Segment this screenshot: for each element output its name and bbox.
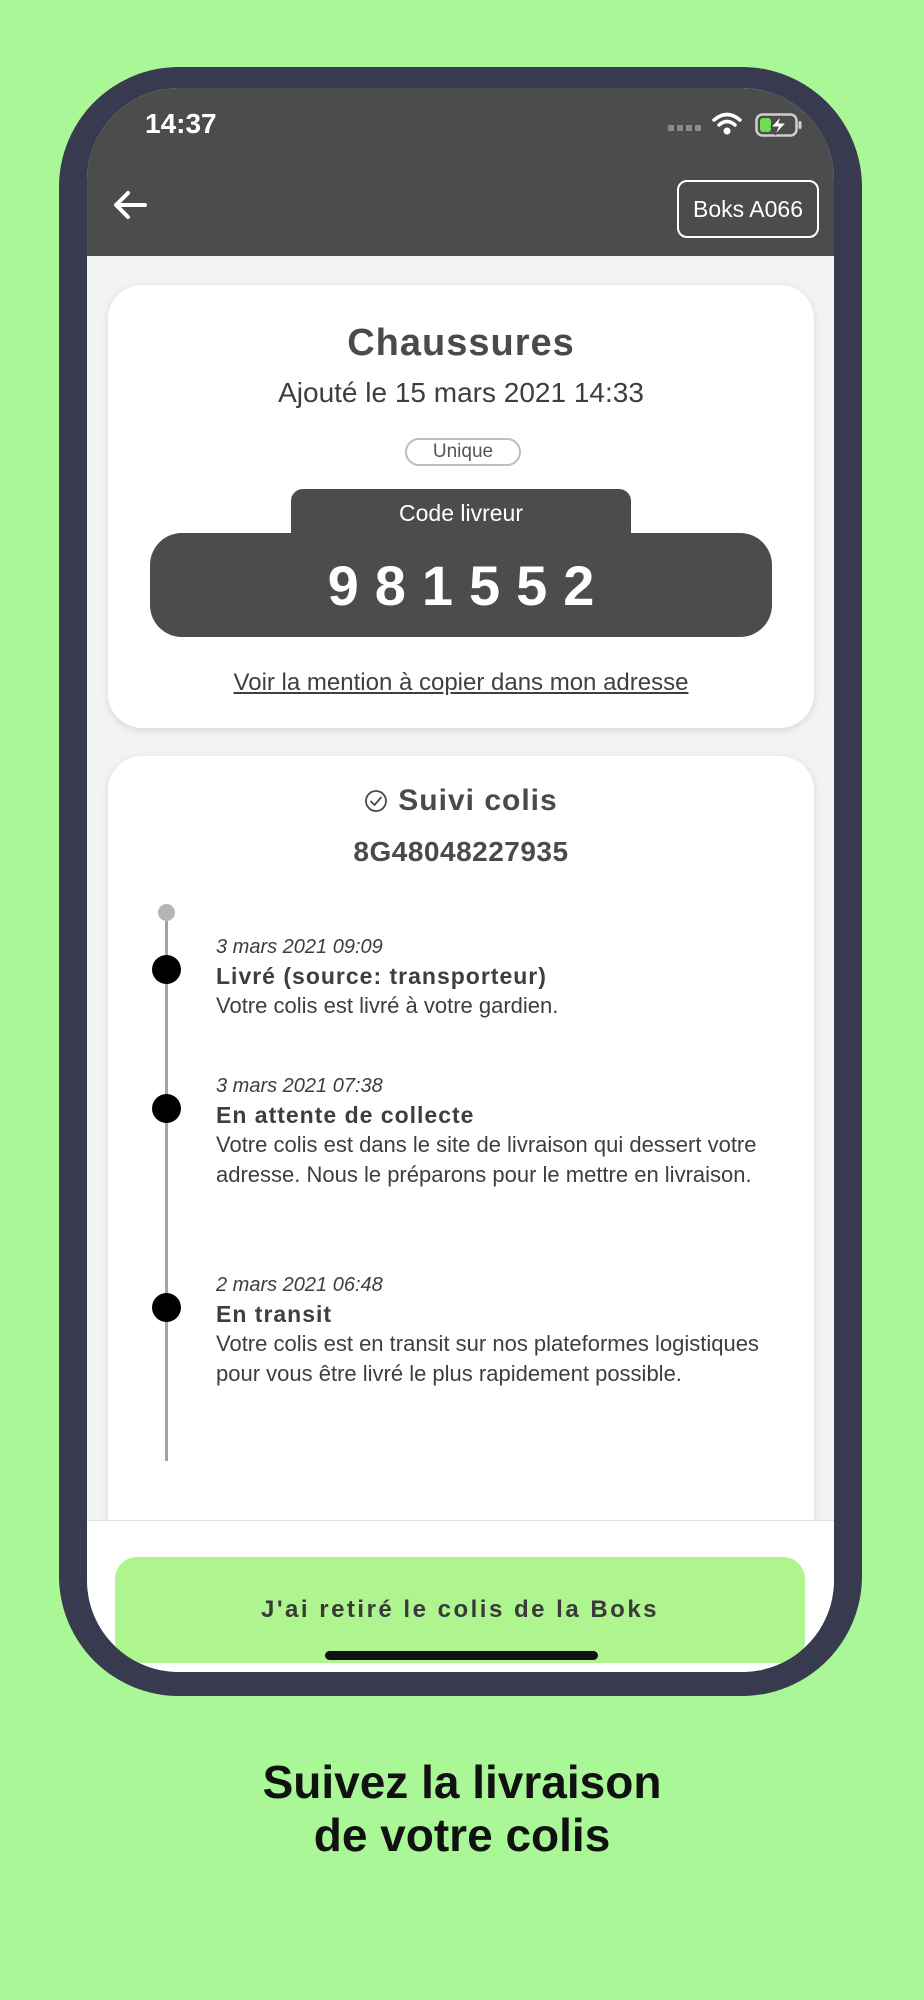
timeline-dot bbox=[152, 1094, 181, 1123]
timeline-dot bbox=[152, 955, 181, 984]
timeline-event bbox=[216, 1072, 776, 1190]
marketing-caption bbox=[0, 1756, 924, 1862]
package-card bbox=[108, 285, 814, 728]
app-screen bbox=[87, 88, 834, 1672]
timeline-dot bbox=[152, 1293, 181, 1322]
event-title: En transit bbox=[216, 1301, 333, 1327]
timeline-start-dot bbox=[158, 904, 175, 921]
package-title: Chaussures bbox=[347, 322, 575, 364]
tracking-header bbox=[108, 784, 814, 818]
code-label: Code livreur bbox=[291, 489, 631, 547]
event-date: 3 mars 2021 09:09 bbox=[216, 936, 383, 958]
tracking-number: 8G48048227935 bbox=[353, 836, 569, 867]
address-mention-link[interactable]: Voir la mention à copier dans mon adresse bbox=[233, 669, 689, 696]
event-description: Votre colis est dans le site de livraison qui dessert votre adresse. Nous le préparons pour le mettre en livraison. bbox=[216, 1132, 757, 1187]
delivery-code: 981552 bbox=[150, 533, 772, 637]
wifi-icon bbox=[712, 112, 742, 136]
event-title: En attente de collecte bbox=[216, 1102, 475, 1128]
scroll-content[interactable] bbox=[87, 256, 834, 1520]
tracking-card bbox=[108, 756, 814, 1520]
event-date: 2 mars 2021 06:48 bbox=[216, 1274, 383, 1296]
event-title: Livré (source: transporteur) bbox=[216, 963, 547, 989]
type-badge: Unique bbox=[405, 438, 521, 466]
home-indicator[interactable] bbox=[325, 1651, 598, 1660]
top-bar bbox=[87, 88, 834, 256]
event-description: Votre colis est livré à votre gardien. bbox=[216, 993, 559, 1018]
timeline-event bbox=[216, 933, 776, 1021]
tracking-title: Suivi colis bbox=[398, 784, 558, 817]
boks-badge[interactable]: Boks A066 bbox=[677, 180, 819, 238]
event-date: 3 mars 2021 07:38 bbox=[216, 1075, 383, 1097]
event-description: Votre colis est en transit sur nos plateformes logistiques pour vous être livré le plus rapidement possible. bbox=[216, 1331, 759, 1386]
back-arrow-icon[interactable] bbox=[111, 188, 149, 222]
caption-line-1: Suivez la livraison bbox=[262, 1756, 662, 1808]
package-added-date: Ajouté le 15 mars 2021 14:33 bbox=[278, 377, 644, 408]
caption-line-2: de votre colis bbox=[313, 1809, 611, 1861]
cellular-signal-icon bbox=[668, 125, 701, 131]
timeline-line bbox=[165, 911, 168, 1461]
status-time: 14:37 bbox=[145, 108, 217, 139]
bottom-action-area bbox=[87, 1520, 834, 1672]
check-circle-icon bbox=[364, 789, 388, 813]
timeline-event bbox=[216, 1271, 776, 1389]
battery-charging-icon bbox=[755, 113, 803, 137]
package-retrieved-button[interactable]: J'ai retiré le colis de la Boks bbox=[115, 1557, 805, 1663]
